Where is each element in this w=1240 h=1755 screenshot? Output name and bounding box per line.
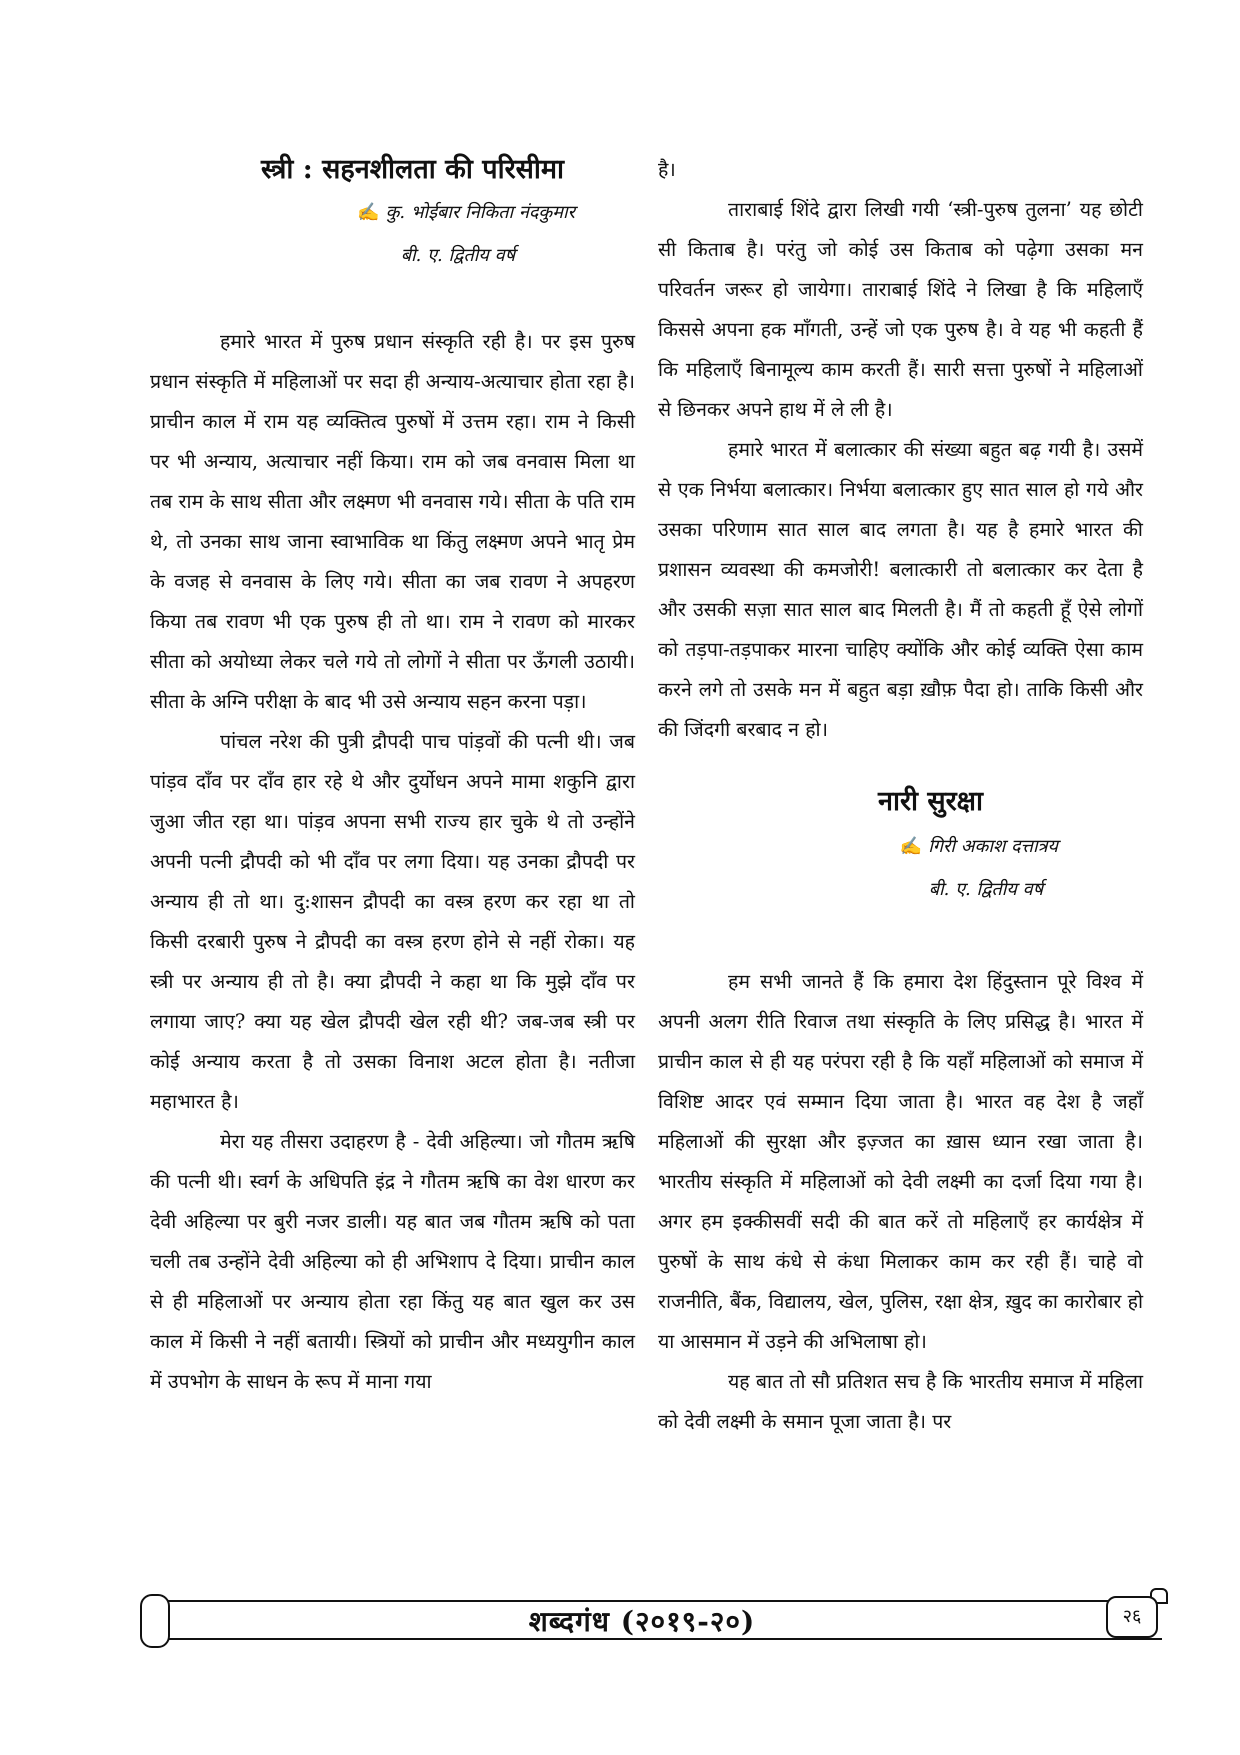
article-paragraph: ताराबाई शिंदे द्वारा लिखी गयी ‘स्त्री-पुरुष तुलना’ यह छोटी सी किताब है। परंतु जो कोई उस किताब को पढ़ेगा उसका मन परिवर्तन जरूर हो जायेगा। ताराबाई शिंदे ने लिखा है कि महिलाएँ किससे अपना हक माँगती, उन्हें जो एक पुरुष है। वे यह भी कहती हैं कि महिलाएँ बिनामूल्य काम करती हैं। सारी सत्ता पुरुषों ने महिलाओं से छिनकर अपने हाथ में ले ली है। — [658, 198, 1143, 421]
author-class: बी. ए. द्वितीय वर्ष — [928, 879, 1043, 900]
article-paragraph: यह बात तो सौ प्रतिशत सच है कि भारतीय समाज में महिला को देवी लक्ष्मी के समान पूजा जाता है। पर — [658, 1370, 1143, 1433]
scroll-left-icon — [140, 1594, 170, 1648]
author-class: बी. ए. द्वितीय वर्ष — [400, 245, 515, 266]
article-paragraph: हमारे भारत में पुरुष प्रधान संस्कृति रही है। पर इस पुरुष प्रधान संस्कृति में महिलाओं पर सदा ही अन्याय-अत्याचार होता रहा है। प्राचीन काल में राम यह व्यक्तित्व पुरुषों में उत्तम रहा। राम ने किसी पर भी अन्याय, अत्याचार नहीं किया। राम को जब वनवास मिला था तब राम के साथ सीता और लक्ष्मण भी वनवास गये। सीता के पति राम थे, तो उनका साथ जाना स्वाभाविक था किंतु लक्ष्मण अपने भातृ प्रेम के वजह से वनवास के लिए गये। सीता का जब रावण ने अपहरण किया तब रावण भी एक पुरुष ही तो था। राम ने रावण को मारकर सीता को अयोध्या लेकर चले गये तो लोगों ने सीता पर ऊँगली उठायी। सीता के अग्नि परीक्षा के बाद भी उसे अन्याय सहन करना पड़ा। — [150, 330, 635, 713]
footer-band — [162, 1600, 1162, 1640]
author-name: गिरी अकाश दत्तात्रय — [928, 836, 1058, 857]
article2-header — [658, 780, 1143, 910]
article-paragraph: मेरा यह तीसरा उदाहरण है - देवी अहिल्या। जो गौतम ऋषि की पत्नी थी। स्वर्ग के अधिपति इंद्र ने गौतम ऋषि का वेश धारण कर देवी अहिल्या पर बुरी नजर डाली। यह बात जब गौतम ऋषि को पता चली तब उन्होंने देवी अहिल्या को ही अभिशाप दे दिया। प्राचीन काल से ही महिलाओं पर अन्याय होता रहा किंतु यह बात खुल कर उस काल में किसी ने नहीं बतायी। स्त्रियों को प्राचीन और मध्ययुगीन काल में उपभोग के साधन के रूप में माना गया — [150, 1130, 635, 1393]
footer-banner — [140, 1592, 1170, 1648]
article-paragraph: हम सभी जानते हैं कि हमारा देश हिंदुस्तान पूरे विश्व में अपनी अलग रीति रिवाज तथा संस्कृति के लिए प्रसिद्ध है। भारत में प्राचीन काल से ही यह परंपरा रही है कि यहाँ महिलाओं को समाज में विशिष्ट आदर एवं सम्मान दिया जाता है। भारत वह देश है जहाँ महिलाओं की सुरक्षा और इज़्जत का ख़ास ध्यान रखा जाता है। भारतीय संस्कृति में महिलाओं को देवी लक्ष्मी का दर्जा दिया गया है। अगर हम इक्कीसवीं सदी की बात करें तो महिलाएँ हर कार्यक्षेत्र में पुरुषों के साथ कंधे से कंधा मिलाकर काम कर रही हैं। चाहे वो राजनीति, बैंक, विद्यालय, खेल, पुलिस, रक्षा क्षेत्र, ख़ुद का कारोबार हो या आसमान में उड़ने की अभिलाषा हो। — [658, 970, 1143, 1353]
publication-title: शब्दगंध (२०१९-२०) — [528, 1605, 756, 1638]
article-paragraph: हमारे भारत में बलात्कार की संख्या बहुत बढ़ गयी है। उसमें से एक निर्भया बलात्कार। निर्भया बलात्कार हुए सात साल हो गये और उसका परिणाम सात साल बाद लगता है। यह है हमारे भारत की प्रशासन व्यवस्था की कमजोरी! बलात्कारी तो बलात्कार कर देता है और उसकी सज़ा सात साल बाद मिलती है। मैं तो कहती हूँ ऐसे लोगों को तड़पा-तड़पाकर मारना चाहिए क्योंकि और कोई व्यक्ति ऐसा काम करने लगे तो उसके मन में बहुत बड़ा ख़ौफ़ पैदा हो। ताकि किसी और की जिंदगी बरबाद न हो। — [658, 438, 1143, 741]
pen-icon: ✍ — [357, 202, 380, 223]
author-byline — [150, 190, 635, 236]
page-number: २६ — [1106, 1596, 1158, 1638]
author-byline — [658, 824, 1143, 870]
right-column — [658, 150, 1143, 1442]
article-continuation: है। — [658, 158, 676, 181]
article-paragraph: पांचल नरेश की पुत्री द्रौपदी पाच पांड़वों की पत्नी थी। जब पांड़व दाँव पर दाँव हार रहे थे और दुर्योधन अपने मामा शकुनि द्वारा जुआ जीत रहा था। पांड़व अपना सभी राज्य हार चुके थे तो उन्होंने अपनी पत्नी द्रौपदी को भी दाँव पर लगा दिया। यह उनका द्रौपदी पर अन्याय ही तो था। दु:शासन द्रौपदी का वस्त्र हरण कर रहा था तो किसी दरबारी पुरुष ने द्रौपदी का वस्त्र हरण होने से नहीं रोका। यह स्त्री पर अन्याय ही तो है। क्या द्रौपदी ने कहा था कि मुझे दाँव पर लगाया जाए? क्या यह खेल द्रौपदी खेल रही थी? जब-जब स्त्री पर कोई अन्याय करता है तो उसका विनाश अटल होता है। नतीजा महाभारत है। — [150, 730, 635, 1113]
spacer — [658, 910, 1143, 962]
article-title: स्त्री : सहनशीलता की परिसीमा — [260, 154, 565, 185]
author-name: कु. भोईबार निकिता नंदकुमार — [385, 202, 575, 223]
spacer — [150, 276, 635, 322]
article-title: नारी सुरक्षा — [877, 786, 984, 817]
pen-icon: ✍ — [899, 836, 923, 857]
left-column — [150, 150, 635, 1402]
